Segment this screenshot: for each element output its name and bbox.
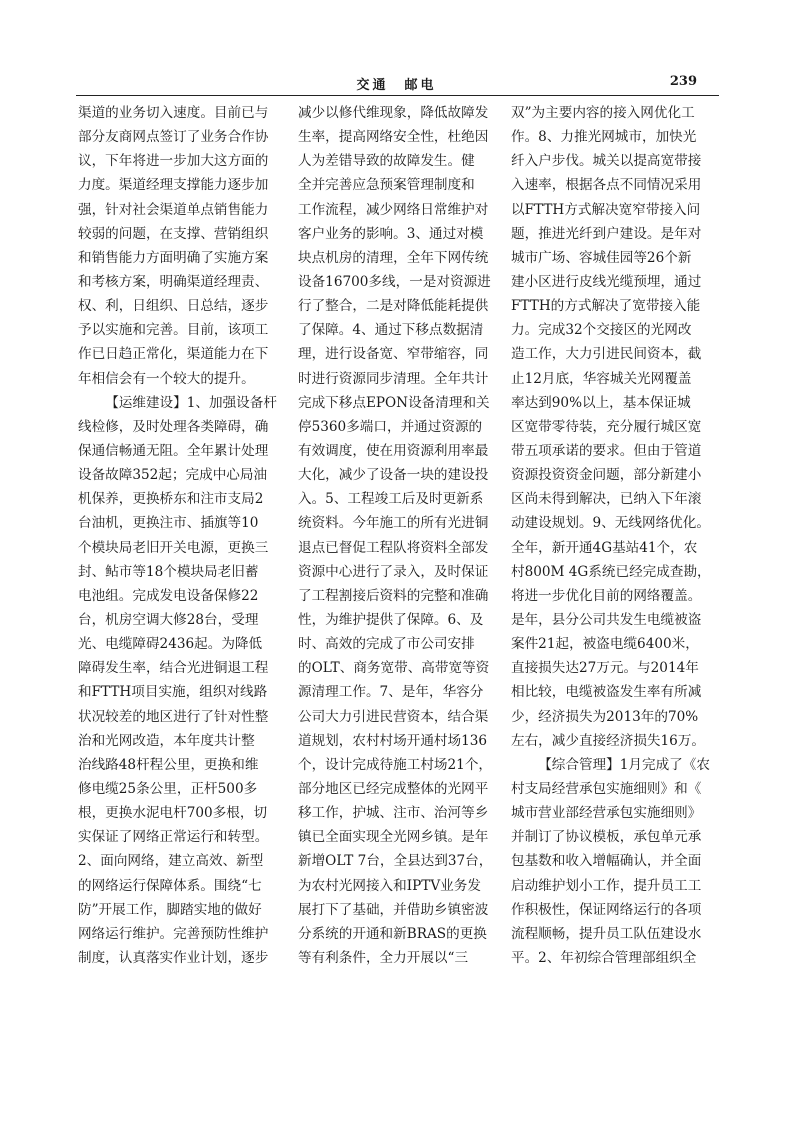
text-line: 和FTTH项目实施，组织对线路 <box>78 684 268 701</box>
text-line: 修电缆25条公里，正杆500多 <box>78 780 258 797</box>
text-line: 村800M 4G系统已经完成查勘， <box>511 563 711 580</box>
text-line: 机保养，更换桥东和注市支局2 <box>78 491 264 508</box>
text-line: 道规划，农村村场开通村场136 <box>298 732 488 749</box>
text-line: 带五项承诺的要求。但由于管道 <box>511 442 702 459</box>
page-header-title: 交通 邮电 <box>356 78 437 93</box>
text-line: 城市营业部经营承包实施细则》 <box>511 805 702 822</box>
text-line: 资源中心进行了录入，及时保证 <box>298 563 489 580</box>
text-line: 源清理工作。7、是年，华容分 <box>298 684 484 701</box>
text-line: 设备故障352起；完成中心局油 <box>78 467 268 484</box>
text-line: 实保证了网络正常运行和转型。 <box>78 829 269 846</box>
text-line: 个，设计完成待施工村场21个， <box>298 756 493 773</box>
text-column-2 <box>298 101 504 970</box>
text-line: 以FTTH方式解决宽窄带接入问 <box>511 201 701 218</box>
text-line: 光、电缆障碍2436起。为降低 <box>78 636 263 653</box>
text-line: 是年，县分公司共发生电缆被盗 <box>511 611 702 628</box>
text-line: 完成下移点EPON设备清理和关 <box>298 394 490 411</box>
text-line: 停5360多端口，并通过资源的 <box>298 418 483 435</box>
text-line: 渠道的业务切入速度。目前已与 <box>78 105 269 121</box>
text-line: 平。2、年初综合管理部组织全 <box>511 949 697 966</box>
text-line: 将进一步优化目前的网络覆盖。 <box>511 587 702 604</box>
text-line: 作积极性，保证网络运行的各项 <box>511 901 702 918</box>
text-line: 资源投资资金问题，部分新建小 <box>511 467 702 484</box>
text-line: 生率，提高网络安全性，杜绝因 <box>298 129 489 146</box>
text-line: 启动维护划小工作，提升员工工 <box>511 877 702 894</box>
text-line: 作。8、力推光网城市，加快光 <box>511 129 697 146</box>
text-line: 全年，新开通4G基站41个，农 <box>511 539 698 556</box>
text-line: 状况较差的地区进行了针对性整 <box>78 708 269 725</box>
text-line: 权、利，日组织、日总结，逐步 <box>78 298 269 315</box>
text-line: 设备16700多线，一是对资源进 <box>298 273 491 290</box>
text-line: 理，进行设备宽、窄带缩容，同 <box>298 346 489 363</box>
text-line: 性，为维护提供了保障。6、及 <box>298 611 484 628</box>
text-line: 并制订了协议模板，承包单元承 <box>511 829 702 846</box>
text-line: 城市广场、容城佳园等26个新 <box>511 249 692 266</box>
text-line: 案件21起，被盗电缆6400米， <box>511 636 699 653</box>
text-line: 部分地区已经完成整体的光网平 <box>298 780 489 797</box>
text-line: 造工作，大力引进民间资本，截 <box>511 346 702 363</box>
text-line: 和销售能力方面明确了实施方案 <box>78 249 269 266</box>
text-line: 展打下了基础，并借助乡镇密波 <box>298 901 489 918</box>
text-line: 动建设规划。9、无线网络优化。 <box>511 515 710 532</box>
text-line: 等有利条件，全力开展以“三 <box>298 949 469 966</box>
text-line: 个模块局老旧开关电源，更换三 <box>78 539 269 556</box>
text-line: 议，下年将进一步加大这方面的 <box>78 153 269 170</box>
text-line: 大化，减少了设备一块的建设投 <box>298 467 489 484</box>
text-line: 少，经济损失为2013年的70% <box>511 708 699 725</box>
text-line: 新增OLT 7台，全县达到37台， <box>298 853 493 870</box>
page-number: 239 <box>669 74 697 89</box>
text-line: 流程顺畅，提升员工队伍建设水 <box>511 925 702 942</box>
text-line: 减少以修代维现象，降低故障发 <box>298 105 489 121</box>
text-line: 制度，认真落实作业计划，逐步 <box>78 949 269 966</box>
text-line: 【综合管理】1月完成了《农 <box>538 756 710 773</box>
text-line: 时进行资源同步清理。全年共计 <box>298 370 489 387</box>
text-line: 公司大力引进民营资本，结合渠 <box>298 708 489 725</box>
text-line: 的OLT、商务宽带、高带宽等资 <box>298 660 490 677</box>
text-line: 台，机房空调大修28台，受理 <box>78 611 259 628</box>
text-line: 行了整合，二是对降低能耗提供 <box>298 298 489 315</box>
text-line: 力度。渠道经理支撑能力逐步加 <box>78 177 269 194</box>
text-line: 包基数和收入增幅确认，并全面 <box>511 853 702 870</box>
text-line: 统资料。今年施工的所有光进铜 <box>298 515 489 532</box>
text-line: 作已日趋正常化，渠道能力在下 <box>78 346 269 363</box>
text-line: 人为差错导致的故障发生。健 <box>298 153 475 170</box>
header-rule <box>76 95 719 96</box>
text-line: 相比较，电缆被盗发生率有所减 <box>511 684 702 701</box>
text-line: 防”开展工作，脚踏实地的做好 <box>78 901 262 918</box>
text-line: 予以实施和完善。目前，该项工 <box>78 322 269 339</box>
text-line: 移工作，护城、注市、治河等乡 <box>298 805 489 822</box>
text-line: FTTH的方式解决了宽带接入能 <box>511 298 701 315</box>
text-line: 止12月底，华容城关光网覆盖 <box>511 370 692 387</box>
page-header <box>0 0 793 100</box>
text-line: 纤入户步伐。城关以提高宽带接 <box>511 153 702 170</box>
text-line: 退点已督促工程队将资料全部发 <box>298 539 489 556</box>
text-line: 入。5、工程竣工后及时更新系 <box>298 491 484 508</box>
text-line: 题，推进光纤到户建设。是年对 <box>511 225 702 242</box>
text-line: 为农村光网接入和IPTV业务发 <box>298 877 481 894</box>
text-line: 直接损失达27万元。与2014年 <box>511 660 699 677</box>
text-line: 电池组。完成发电设备保修22 <box>78 587 259 604</box>
text-line: 封、鲇市等18个模块局老旧蓄 <box>78 563 259 580</box>
text-line: 保通信畅通无阻。全年累计处理 <box>78 442 269 459</box>
text-line: 力。完成32个交接区的光网改 <box>511 322 692 339</box>
text-line: 块点机房的清理，全年下网传统 <box>298 249 489 266</box>
text-line: 治线路48杆程公里，更换和维 <box>78 756 259 773</box>
text-column-1 <box>78 101 284 970</box>
text-line: 全并完善应急预案管理制度和 <box>298 177 475 194</box>
text-line: 建小区进行皮线光缆预埋，通过 <box>511 273 702 290</box>
text-line: 强，针对社会渠道单点销售能力 <box>78 201 269 218</box>
text-line: 根，更换水泥电杆700多根，切 <box>78 805 268 822</box>
text-line: 2、面向网络，建立高效、新型 <box>78 853 264 870</box>
text-line: 区尚未得到解决，已纳入下年滚 <box>511 491 702 508</box>
text-line: 双”为主要内容的接入网优化工 <box>511 105 695 121</box>
text-line: 网络运行维护。完善预防性维护 <box>78 925 269 942</box>
text-line: 镇已全面实现全光网乡镇。是年 <box>298 829 489 846</box>
text-line: 和考核方案，明确渠道经理责、 <box>78 273 269 290</box>
text-line: 入速率，根据各点不同情况采用 <box>511 177 702 194</box>
text-line: 【运维建设】1、加强设备杆 <box>105 394 277 411</box>
text-line: 区宽带零待装，充分履行城区宽 <box>511 418 702 435</box>
text-line: 工作流程，减少网络日常维护对 <box>298 201 489 218</box>
text-line: 有效调度，使在用资源利用率最 <box>298 442 489 459</box>
text-line: 了工程割接后资料的完整和准确 <box>298 587 489 604</box>
text-line: 年相信会有一个较大的提升。 <box>78 370 255 387</box>
text-line: 治和光网改造，本年度共计整 <box>78 732 255 749</box>
text-line: 村支局经营承包实施细则》和《 <box>511 780 702 797</box>
text-line: 部分友商网点签订了业务合作协 <box>78 129 269 146</box>
text-line: 时、高效的完成了市公司安排 <box>298 636 475 653</box>
text-line: 较弱的问题，在支撑、营销组织 <box>78 225 269 242</box>
text-line: 台油机，更换注市、插旗等10 <box>78 515 259 532</box>
text-line: 左右，减少直接经济损失16万。 <box>511 732 706 749</box>
text-line: 客户业务的影响。3、通过对模 <box>298 225 484 242</box>
text-column-3 <box>511 101 717 970</box>
text-line: 率达到90%以上，基本保证城 <box>511 394 691 411</box>
text-line: 障碍发生率，结合光进铜退工程 <box>78 660 269 677</box>
text-line: 了保障。4、通过下移点数据清 <box>298 322 484 339</box>
text-line: 的网络运行保障体系。围绕“七 <box>78 877 262 894</box>
text-line: 线检修，及时处理各类障碍，确 <box>78 418 269 435</box>
text-line: 分系统的开通和新BRAS的更换 <box>298 925 487 942</box>
